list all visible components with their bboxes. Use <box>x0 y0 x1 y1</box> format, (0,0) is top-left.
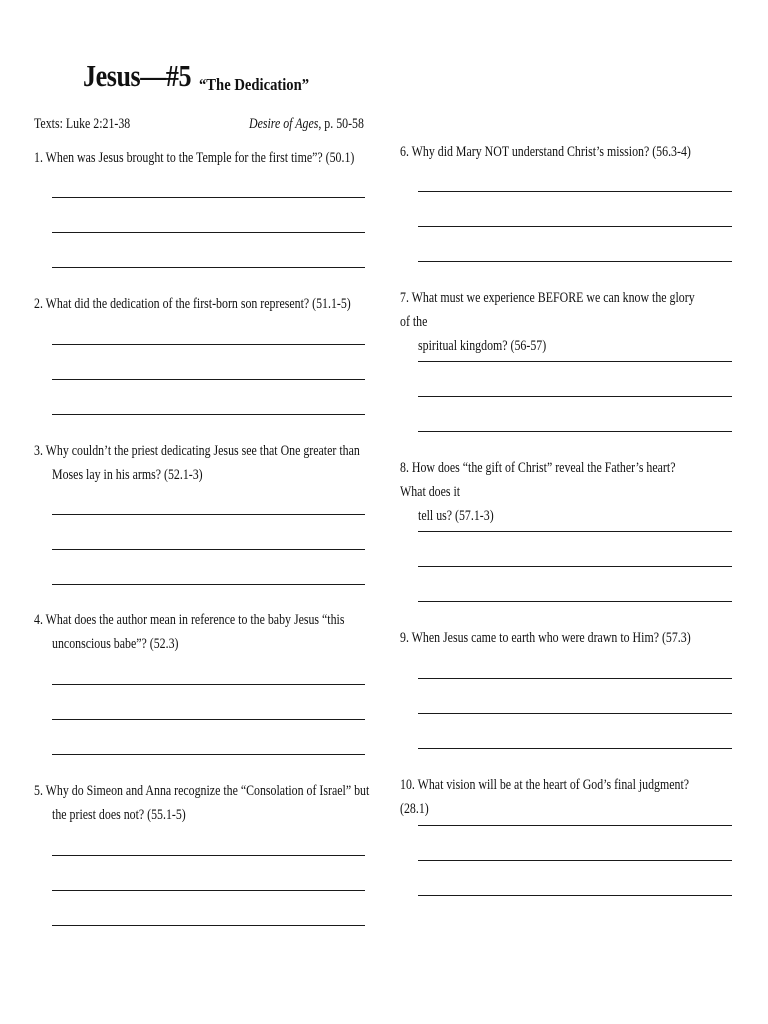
question-text-cont: tell us? (57.1-3) <box>418 508 494 524</box>
question-4 <box>34 608 344 656</box>
question-number: 6. <box>400 144 409 160</box>
answer-line[interactable] <box>418 226 732 227</box>
question-text: When was Jesus brought to the Temple for the first time”? (50.1) <box>45 150 355 166</box>
answer-line[interactable] <box>418 895 732 896</box>
answer-line[interactable] <box>418 748 732 749</box>
question-text: When Jesus came to earth who were drawn to Him? (57.3) <box>411 630 691 646</box>
answer-line[interactable] <box>52 925 365 926</box>
book-title: Desire of Ages <box>249 116 319 132</box>
answer-line[interactable] <box>52 197 365 198</box>
question-number: 1. <box>34 150 43 166</box>
question-5 <box>34 779 369 827</box>
answer-line[interactable] <box>418 191 732 192</box>
question-number: 7. <box>400 290 409 306</box>
book-reference <box>249 116 364 133</box>
question-text-cont: spiritual kingdom? (56-57) <box>418 338 547 354</box>
question-text-cont: unconscious babe”? (52.3) <box>52 636 179 652</box>
answer-line[interactable] <box>52 684 365 685</box>
answer-line[interactable] <box>418 825 732 826</box>
answer-line[interactable] <box>418 566 732 567</box>
question-text: Why do Simeon and Anna recognize the “Consolation of Israel” but <box>45 783 370 799</box>
question-text-cont: Moses lay in his arms? (52.1-3) <box>52 467 203 483</box>
worksheet-title <box>83 58 310 94</box>
answer-line[interactable] <box>418 396 732 397</box>
question-number: 9. <box>400 630 409 646</box>
question-1 <box>34 146 354 170</box>
question-number: 10. <box>400 777 415 793</box>
question-text: What must we experience BEFORE we can know the glory of the <box>400 290 695 330</box>
question-text: What did the dedication of the first-born son represent? (51.1-5) <box>45 296 351 312</box>
answer-line[interactable] <box>52 584 365 585</box>
title-main: Jesus—#5 <box>83 58 192 93</box>
question-9 <box>400 626 691 650</box>
answer-line[interactable] <box>418 601 732 602</box>
answer-line[interactable] <box>52 514 365 515</box>
answer-line[interactable] <box>418 678 732 679</box>
answer-line[interactable] <box>52 344 365 345</box>
question-number: 4. <box>34 612 43 628</box>
question-text: What does the author mean in reference to the baby Jesus “this <box>45 612 345 628</box>
answer-line[interactable] <box>418 860 732 861</box>
question-text: How does “the gift of Christ” reveal the Father’s heart? What does it <box>400 460 676 500</box>
question-number: 3. <box>34 443 43 459</box>
question-2 <box>34 292 351 316</box>
answer-line[interactable] <box>52 855 365 856</box>
question-6 <box>400 140 691 164</box>
answer-line[interactable] <box>52 549 365 550</box>
question-3 <box>34 439 360 487</box>
answer-line[interactable] <box>418 431 732 432</box>
answer-line[interactable] <box>418 261 732 262</box>
title-subtitle: “The Dedication” <box>199 75 310 94</box>
question-number: 5. <box>34 783 43 799</box>
question-text: Why did Mary NOT understand Christ’s mission? (56.3-4) <box>411 144 691 160</box>
book-pages: , p. 50-58 <box>318 116 364 132</box>
answer-line[interactable] <box>52 719 365 720</box>
answer-line[interactable] <box>52 754 365 755</box>
question-10 <box>400 773 702 821</box>
answer-line[interactable] <box>418 713 732 714</box>
question-text-cont: the priest does not? (55.1-5) <box>52 807 186 823</box>
answer-line[interactable] <box>52 232 365 233</box>
question-text: What vision will be at the heart of God’s final judgment? (28.1) <box>400 777 690 817</box>
answer-line[interactable] <box>52 267 365 268</box>
answer-line[interactable] <box>52 414 365 415</box>
question-number: 8. <box>400 460 409 476</box>
answer-line[interactable] <box>418 531 732 532</box>
scripture-texts: Texts: Luke 2:21-38 <box>34 116 131 132</box>
answer-line[interactable] <box>52 890 365 891</box>
answer-line[interactable] <box>52 379 365 380</box>
answer-line[interactable] <box>418 361 732 362</box>
question-8 <box>400 456 702 528</box>
question-text: Why couldn’t the priest dedicating Jesus see that One greater than <box>45 443 360 459</box>
question-7 <box>400 286 702 358</box>
question-number: 2. <box>34 296 43 312</box>
